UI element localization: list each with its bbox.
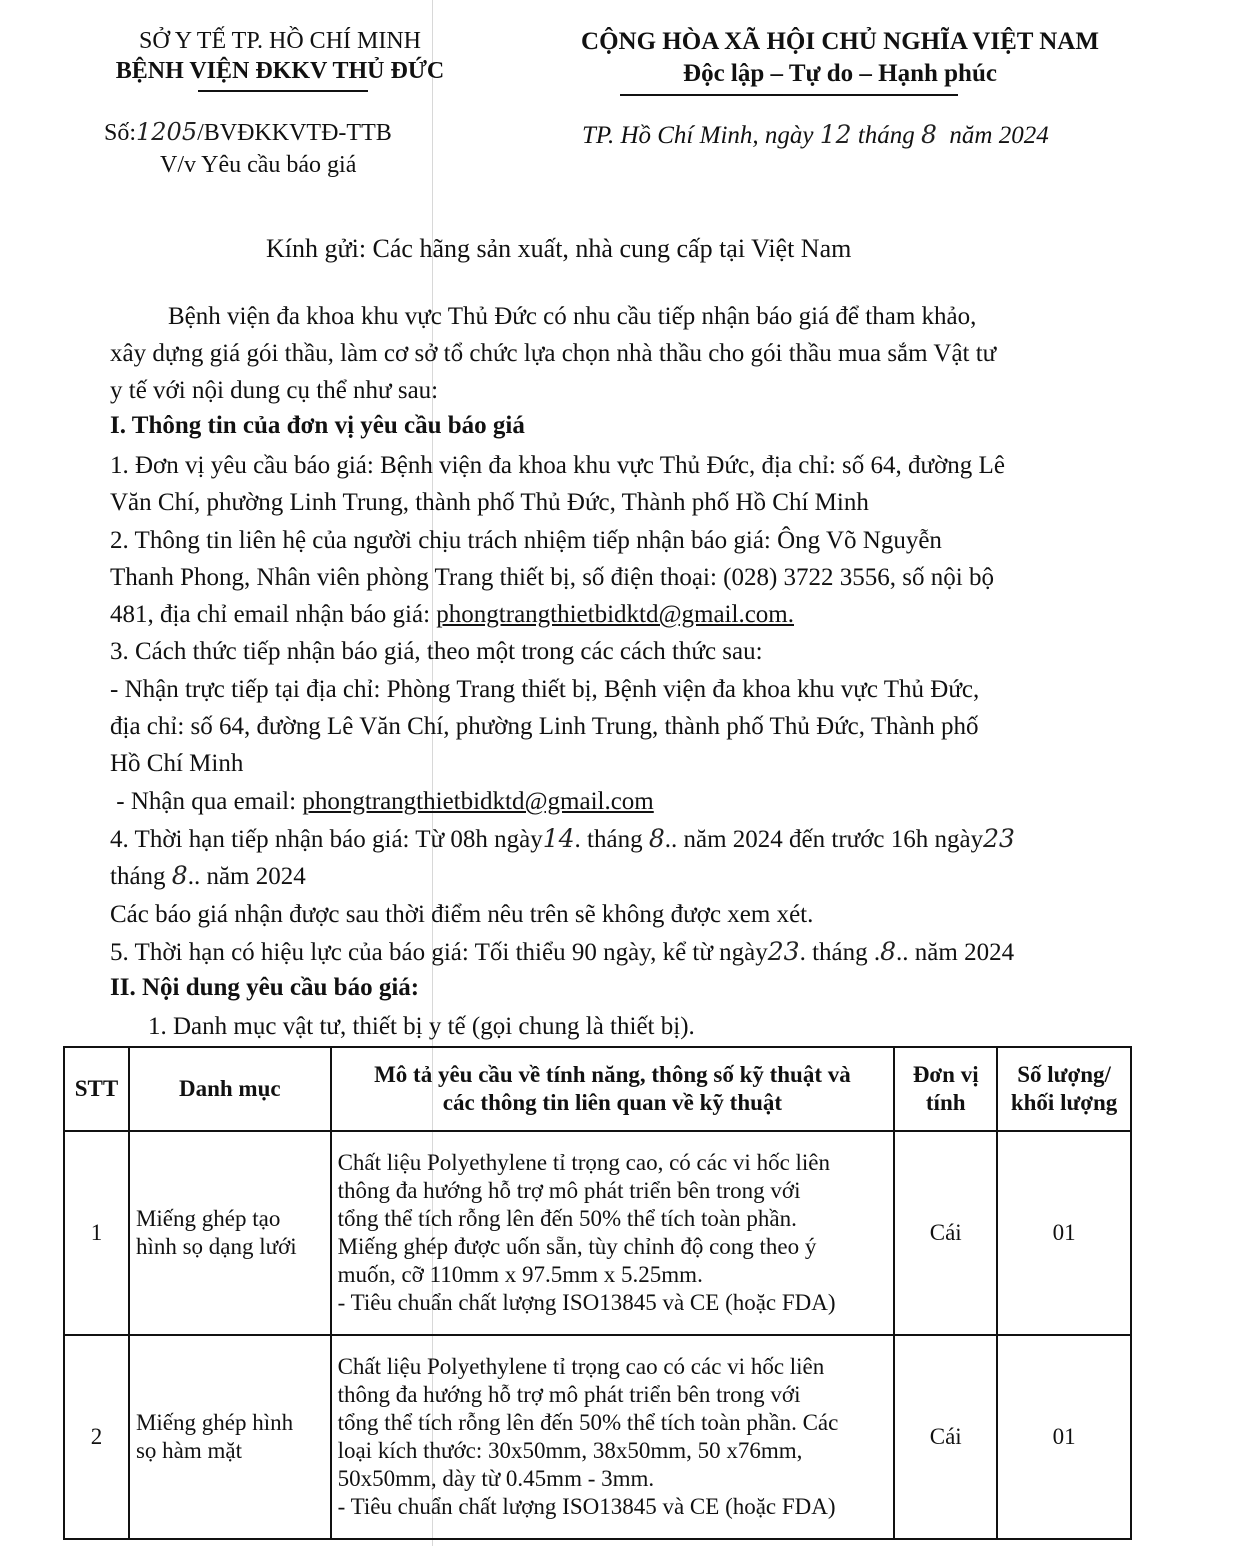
- intro-line3: y tế với nội dung cụ thể như sau:: [110, 377, 439, 404]
- section1-title: I. Thông tin của đơn vị yêu cầu báo giá: [110, 412, 525, 439]
- table-header-row: [64, 1047, 1131, 1131]
- org-line2: BỆNH VIỆN ĐKKV THỦ ĐỨC: [115, 58, 445, 84]
- item5-day-handwritten: 23: [767, 937, 800, 966]
- doc-date: TP. Hồ Chí Minh, ngày 12 tháng 8 năm 2024: [582, 120, 1049, 149]
- section1-item3-line4: Hồ Chí Minh: [110, 750, 244, 777]
- section1-item2-line1: 2. Thông tin liên hệ của người chịu trách nhiệm tiếp nhận báo giá: Ông Võ Nguyễn: [110, 527, 942, 554]
- section1-item3-line5: - Nhận qua email: phongtrangthietbidktd@gmail.com: [110, 788, 654, 815]
- item4-month2-handwritten: 8: [171, 861, 188, 890]
- section1-item2-line2: Thanh Phong, Nhân viên phòng Trang thiết bị, số điện thoại: (028) 3722 3556, số nội bộ: [110, 564, 994, 591]
- row-stt: 1: [64, 1131, 129, 1335]
- section2-sub1: 1. Danh mục vật tư, thiết bị y tế (gọi chung là thiết bị).: [148, 1013, 695, 1040]
- row-desc: Chất liệu Polyethylene tỉ trọng cao có các vi hốc liên thông đa hướng hỗ trợ mô phát triển bên trong với tổng thể tích rỗng lên đến 50% thể tích toàn phần. Các loại kích thước: 30x50mm, 38x50mm, 50 x76mm, 50x50mm, dày từ 0.45mm - 3mm. - Tiêu chuẩn chất lượng ISO13845 và CE (hoặc FDA): [331, 1335, 895, 1539]
- header-stt: STT: [64, 1047, 129, 1131]
- intro-line2: xây dựng giá gói thầu, làm cơ sở tổ chức lựa chọn nhà thầu cho gói thầu mua sắm Vật tư: [110, 340, 997, 367]
- section1-item4-line1: 4. Thời hạn tiếp nhận báo giá: Từ 08h ngày14. tháng 8.. năm 2024 đến trước 16h ngày23: [110, 824, 1015, 853]
- section2-title: II. Nội dung yêu cầu báo giá:: [110, 974, 420, 1001]
- section1-item1-line1: 1. Đơn vị yêu cầu báo giá: Bệnh viện đa khoa khu vực Thủ Đức, địa chỉ: số 64, đường Lê: [110, 452, 1005, 479]
- header-name: Danh mục: [129, 1047, 331, 1131]
- row-unit: Cái: [894, 1131, 997, 1335]
- row-name: Miếng ghép hình sọ hàm mặt: [129, 1335, 331, 1539]
- section1-item4-note: Các báo giá nhận được sau thời điểm nêu trên sẽ không được xem xét.: [110, 901, 814, 928]
- date-day-handwritten: 12: [819, 120, 852, 149]
- row-unit: Cái: [894, 1335, 997, 1539]
- intro-line1: Bệnh viện đa khoa khu vực Thủ Đức có nhu cầu tiếp nhận báo giá để tham khảo,: [168, 303, 977, 330]
- org-line1: SỞ Y TẾ TP. HỒ CHÍ MINH: [138, 28, 422, 54]
- doc-number-handwritten: 1205: [136, 118, 198, 146]
- row-qty: 01: [997, 1335, 1131, 1539]
- nation-title: CỘNG HÒA XÃ HỘI CHỦ NGHĨA VIỆT NAM: [581, 28, 1099, 55]
- item4-month1-handwritten: 8: [648, 824, 665, 853]
- table-row: [64, 1335, 1131, 1539]
- doc-subject: V/v Yêu cầu báo giá: [160, 152, 357, 178]
- item4-day1-handwritten: 14: [542, 824, 575, 853]
- item4-day2-handwritten: 23: [983, 824, 1015, 853]
- doc-number: Số:1205/BVĐKKVTĐ-TTB: [104, 118, 392, 146]
- header-desc: Mô tả yêu cầu về tính năng, thông số kỹ thuật và các thông tin liên quan về kỹ thuật: [331, 1047, 895, 1131]
- section1-item3-line3: địa chỉ: số 64, đường Lê Văn Chí, phường Linh Trung, thành phố Thủ Đức, Thành phố: [110, 713, 979, 740]
- section1-item2-line3: 481, địa chỉ email nhận báo giá: phongtrangthietbidktd@gmail.com.: [110, 601, 794, 628]
- row-desc: Chất liệu Polyethylene tỉ trọng cao, có các vi hốc liên thông đa hướng hỗ trợ mô phát triển bên trong với tổng thể tích rỗng lên đến 50% thể tích toàn phần. Miếng ghép được uốn sẵn, tùy chỉnh độ cong theo ý muốn, cỡ 110mm x 97.5mm x 5.25mm. - Tiêu chuẩn chất lượng ISO13845 và CE (hoặc FDA): [331, 1131, 895, 1335]
- section1-item3-line2: - Nhận trực tiếp tại địa chỉ: Phòng Trang thiết bị, Bệnh viện đa khoa khu vực Thủ Đức,: [110, 676, 980, 703]
- table-row: [64, 1131, 1131, 1335]
- motto: Độc lập – Tự do – Hạnh phúc: [683, 60, 997, 87]
- date-month-handwritten: 8: [921, 120, 937, 149]
- items-table: [63, 1046, 1132, 1540]
- section1-item5: 5. Thời hạn có hiệu lực của báo giá: Tối thiểu 90 ngày, kể từ ngày23. tháng .8.. năm 2024: [110, 937, 1015, 966]
- section1-item1-line2: Văn Chí, phường Linh Trung, thành phố Thủ Đức, Thành phố Hồ Chí Minh: [110, 489, 869, 516]
- email-link-2[interactable]: phongtrangthietbidktd@gmail.com: [302, 788, 654, 815]
- row-qty: 01: [997, 1131, 1131, 1335]
- header-unit: Đơn vị tính: [894, 1047, 997, 1131]
- row-name: Miếng ghép tạo hình sọ dạng lưới: [129, 1131, 331, 1335]
- header-qty: Số lượng/ khối lượng: [997, 1047, 1131, 1131]
- row-stt: 2: [64, 1335, 129, 1539]
- org-underline: [198, 90, 368, 92]
- motto-underline: [620, 94, 958, 96]
- email-link-1[interactable]: phongtrangthietbidktd@gmail.com.: [436, 601, 794, 628]
- section1-item3-line1: 3. Cách thức tiếp nhận báo giá, theo một trong các cách thức sau:: [110, 638, 763, 665]
- salutation: Kính gửi: Các hãng sản xuất, nhà cung cấp tại Việt Nam: [266, 234, 852, 263]
- section1-item4-line2: tháng 8.. năm 2024: [110, 861, 306, 890]
- item5-month-handwritten: 8: [880, 937, 897, 966]
